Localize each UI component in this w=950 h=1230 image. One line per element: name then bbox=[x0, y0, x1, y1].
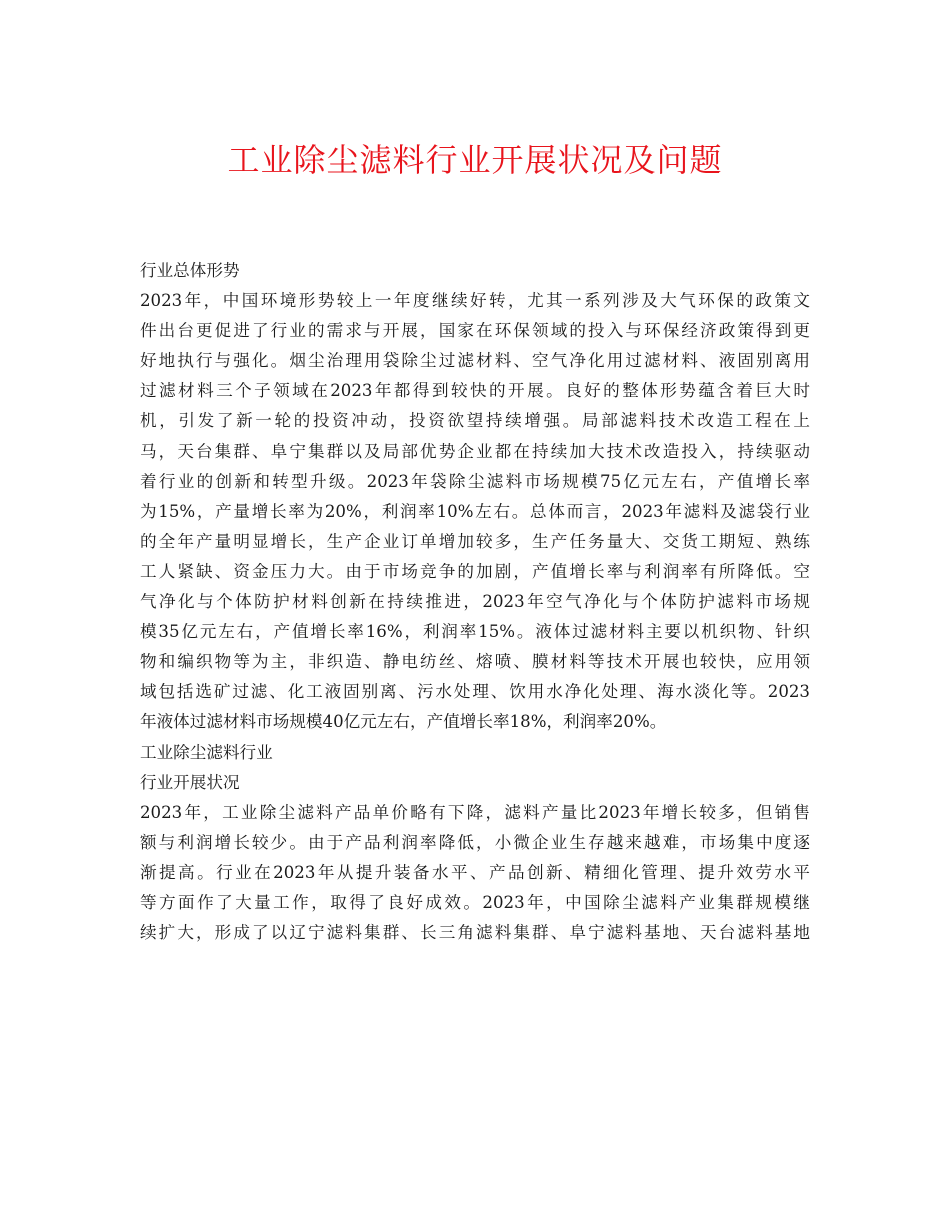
text-line: 额与利润增长较少。由于产品利润率降低，小微企业生存越来越难，市场集中度逐 bbox=[140, 832, 810, 852]
document-body bbox=[140, 256, 810, 948]
text-line: 件出台更促进了行业的需求与开展，国家在环保领域的投入与环保经济政策得到更 bbox=[140, 321, 810, 341]
text-line: 行业总体形势 bbox=[140, 261, 240, 280]
text-line: 马，天台集群、阜宁集群以及局部优势企业都在持续加大技术改造投入，持续驱动 bbox=[140, 441, 810, 461]
text-line: 年液体过滤材料市场规模40亿元左右，产值增长率18%，利润率20%。 bbox=[140, 712, 667, 732]
text-line: 渐提高。行业在2023年从提升装备水平、产品创新、精细化管理、提升效劳水平 bbox=[140, 862, 810, 882]
text-line: 工业除尘滤料行业 bbox=[140, 742, 273, 762]
text-line: 为15%，产量增长率为20%，利润率10%左右。总体而言，2023年滤料及滤袋行业 bbox=[140, 501, 810, 521]
text-line: 机，引发了新一轮的投资冲动，投资欲望持续增强。局部滤料技术改造工程在上 bbox=[140, 411, 810, 431]
text-line: 气净化与个体防护材料创新在持续推进，2023年空气净化与个体防护滤料市场规 bbox=[140, 592, 810, 612]
text-line: 过滤材料三个子领域在2023年都得到较快的开展。良好的整体形势蕴含着巨大时 bbox=[140, 381, 810, 401]
text-line: 着行业的创新和转型升级。2023年袋除尘滤料市场规模75亿元左右，产值增长率 bbox=[140, 471, 810, 491]
text-line: 续扩大，形成了以辽宁滤料集群、长三角滤料集群、阜宁滤料基地、天台滤料基地 bbox=[140, 923, 810, 943]
text-line: 2023年，中国环境形势较上一年度继续好转，尤其一系列涉及大气环保的政策文 bbox=[140, 291, 810, 311]
text-line: 2023年，工业除尘滤料产品单价略有下降，滤料产量比2023年增长较多，但销售 bbox=[140, 802, 810, 822]
text-line: 域包括选矿过滤、化工液固别离、污水处理、饮用水净化处理、海水淡化等。2023 bbox=[140, 682, 810, 702]
text-line: 工人紧缺、资金压力大。由于市场竞争的加剧，产值增长率与利润率有所降低。空 bbox=[140, 561, 810, 581]
text-line: 等方面作了大量工作，取得了良好成效。2023年，中国除尘滤料产业集群规模继 bbox=[140, 892, 810, 912]
text-line: 行业开展状况 bbox=[140, 772, 240, 792]
text-line: 的全年产量明显增长，生产企业订单增加较多，生产任务量大、交货工期短、熟练 bbox=[140, 531, 810, 551]
document-title: 工业除尘滤料行业开展状况及问题 bbox=[227, 141, 723, 179]
text-line: 好地执行与强化。烟尘治理用袋除尘过滤材料、空气净化用过滤材料、液固别离用 bbox=[140, 351, 810, 371]
text-line: 物和编织物等为主，非织造、静电纺丝、熔喷、膜材料等技术开展也较快，应用领 bbox=[140, 652, 810, 672]
text-line: 模35亿元左右，产值增长率16%，利润率15%。液体过滤材料主要以机织物、针织 bbox=[140, 622, 810, 642]
